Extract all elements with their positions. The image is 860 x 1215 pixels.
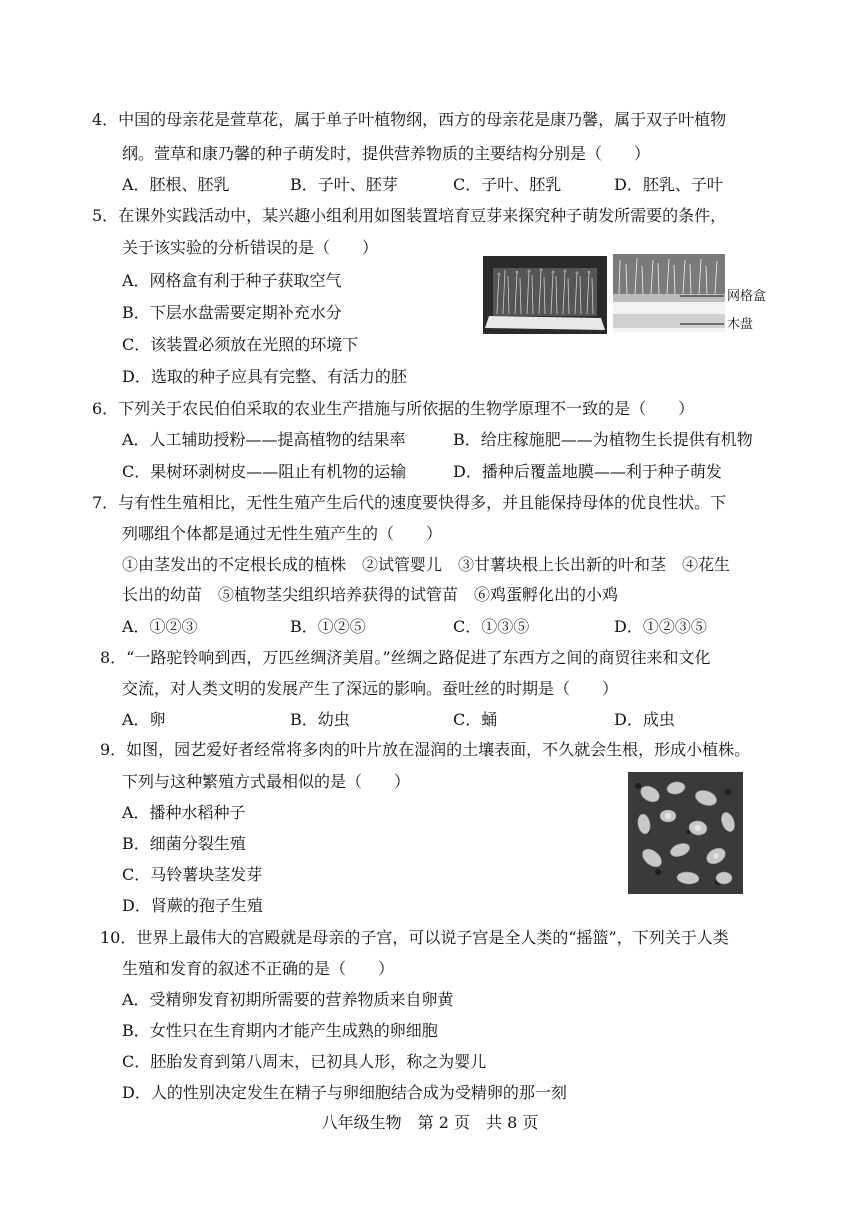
question-9-option-c: C．马铃薯块茎发芽 [122,865,263,884]
question-4-line-1: 4．中国的母亲花是萱草花，属于单子叶植物纲，西方的母亲花是康乃馨，属于双子叶植物 [92,110,727,129]
question-4-option-c: C．子叶、胚乳 [453,175,562,194]
question-10-line-1: 10．世界上最伟大的宫殿就是母亲的子宫，可以说子宫是全人类的“摇篮”，下列关于人类 [100,928,729,947]
label-wood-tray: 木盘 [727,317,754,332]
question-9-option-b: B．细菌分裂生殖 [122,834,246,853]
question-10-line-2: 生殖和发育的叙述不正确的是（ ） [122,959,395,978]
question-7-option-c: C．①③⑤ [453,617,530,636]
question-6-option-d: D．播种后覆盖地膜——利于种子萌发 [453,462,722,481]
question-4-line-2: 纲。萱草和康乃馨的种子萌发时，提供营养物质的主要结构分别是（ ） [122,144,651,163]
question-8-option-d: D．成虫 [614,710,675,729]
question-9-line-2: 下列与这种繁殖方式最相似的是（ ） [122,772,411,791]
question-7-line-4: 长出的幼苗 ⑤植物茎尖组织培养获得的试管苗 ⑥鸡蛋孵化出的小鸡 [122,585,619,604]
question-5-line-1: 5．在课外实践活动中，某兴趣小组利用如图装置培育豆芽来探究种子萌发所需要的条件， [92,206,727,225]
question-9-option-a: A．播种水稻种子 [122,803,246,822]
sprout-tray-photo [483,256,607,334]
question-6-option-b: B．给庄稼施肥——为植物生长提供有机物 [453,430,753,449]
question-7-option-a: A．①②③ [122,617,198,636]
question-8-option-c: C．蛹 [453,710,498,729]
figure-pointer-lines [680,290,730,330]
question-10-option-b: B．女性只在生育期内才能产生成熟的卵细胞 [122,1021,438,1040]
question-9-option-d: D．肾蕨的孢子生殖 [122,896,263,915]
question-9-line-1: 9．如图，园艺爱好者经常将多肉的叶片放在湿润的土壤表面，不久就会生根，形成小植株。 [100,740,751,759]
question-8-line-1: 8．“一路驼铃响到西，万匹丝绸济美眉。”丝绸之路促进了东西方之间的商贸往来和文化 [100,648,711,667]
question-5-line-2: 关于该实验的分析错误的是（ ） [122,238,379,257]
question-8-line-2: 交流，对人类文明的发展产生了深远的影响。蚕吐丝的时期是（ ） [122,679,619,698]
question-10-option-a: A．受精卵发育初期所需要的营养物质来自卵黄 [122,990,454,1009]
question-5-option-a: A．网格盒有利于种子获取空气 [122,271,342,290]
question-4-option-d: D．胚乳、子叶 [614,175,723,194]
question-7-option-b: B．①②⑤ [290,617,366,636]
question-5-option-b: B．下层水盘需要定期补充水分 [122,303,342,322]
question-4-option-a: A．胚根、胚乳 [122,175,230,194]
question-5-option-c: C．该装置必须放在光照的环境下 [122,335,359,354]
question-7-line-3: ①由茎发出的不定根长成的植株 ②试管婴儿 ③甘薯块根上长出新的叶和茎 ④花生 [122,555,731,574]
question-7-line-2: 列哪组个体都是通过无性生殖产生的（ ） [122,524,443,543]
question-8-option-a: A．卵 [122,710,166,729]
label-mesh-box: 网格盒 [727,289,767,304]
question-6-option-c: C．果树环剥树皮——阻止有机物的运输 [122,462,407,481]
question-10-option-c: C．胚胎发育到第八周末，已初具人形，称之为婴儿 [122,1052,487,1071]
question-6-line-1: 6．下列关于农民伯伯采取的农业生产措施与所依据的生物学原理不一致的是（ ） [92,399,695,418]
question-6-option-a: A．人工辅助授粉——提高植物的结果率 [122,430,406,449]
question-10-option-d: D．人的性别决定发生在精子与卵细胞结合成为受精卵的那一刻 [122,1083,567,1102]
question-4-option-b: B．子叶、胚芽 [290,175,398,194]
question-5-option-d: D．选取的种子应具有完整、有活力的胚 [122,367,407,386]
question-7-option-d: D．①②③⑤ [614,617,707,636]
question-7-line-1: 7．与有性生殖相比，无性生殖产生后代的速度要快得多，并且能保持母体的优良性状。下 [92,493,727,512]
question-8-option-b: B．幼虫 [290,710,350,729]
page-footer: 八年级生物 第 2 页 共 8 页 [321,1113,539,1132]
succulent-leaves-photo [628,772,743,894]
